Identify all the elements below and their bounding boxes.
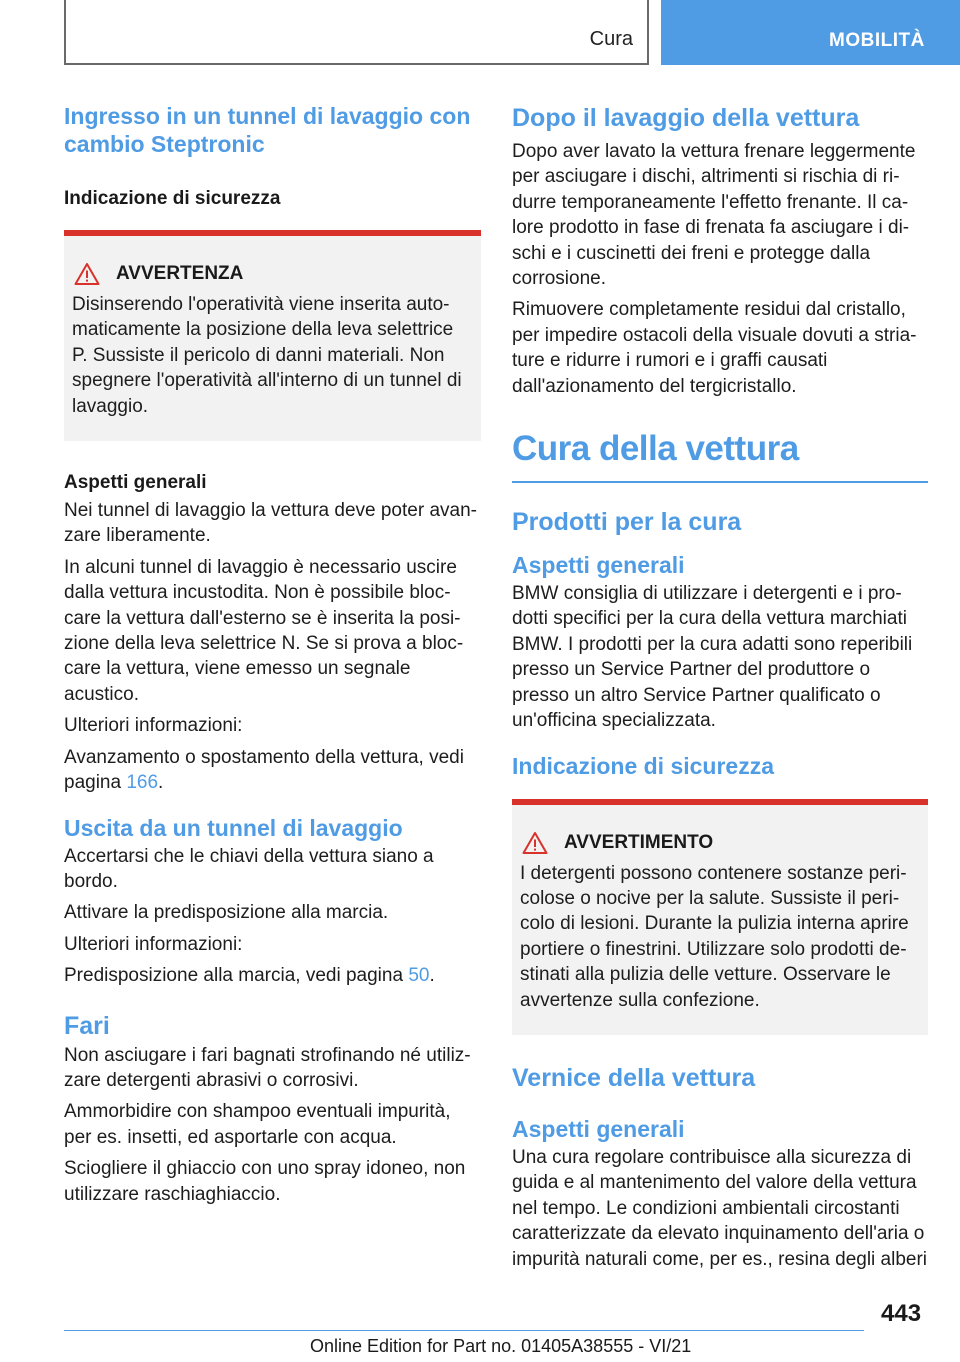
paragraph: Non asciugare i fari bagnati strofinando né utilizzare detergenti abrasivi o corrosivi. [64,1044,471,1091]
warning-title-row [520,831,920,855]
heading-care-products: Prodotti per la cura [512,508,742,537]
paragraph: Attivare la predisposizione alla marcia. [64,902,389,924]
paragraph: Ulteriori informazioni: [64,933,243,955]
page-link-50[interactable]: 50 [408,965,430,987]
paragraph: Una cura regolare contribuisce alla sicurezza di guida e al mantenimento del valore della vettura nel tempo. Le condizioni ambientali circostanti caratterizzate da elevato inquinamento dell'aria o impurità naturali come, per es., resina degli alberi [512,1146,928,1270]
warning-box-avvertimento [512,799,928,1035]
warning-triangle-icon [522,831,548,855]
heading-tunnel-exit: Uscita da un tunnel di lavaggio [64,814,403,841]
paragraph: Nei tunnel di lavaggio la vettura deve poter avanzare liberamente. [64,500,477,547]
right-column [512,100,928,1278]
section-rule [512,481,928,483]
header-section-box [64,0,649,65]
heading-general-aspects: Aspetti generali [64,472,207,494]
warning-title-row [72,262,473,286]
heading-paint: Vernice della vettura [512,1063,756,1092]
paragraph: In alcuni tunnel di lavaggio è necessario uscire dalla vettura incustodita. Non è possibile bloccare la vettura dall'esterno se è inserita la posizione della leva selettrice N. Se si prova a bloccare la vettura, viene emesso un segnale acustico. [64,556,464,705]
paragraph: Ulteriori informazioni: [64,715,243,737]
warning-box-avvertenza [64,230,481,441]
page-number: 443 [881,1300,922,1327]
heading-general-aspects-2: Aspetti generali [512,1115,685,1142]
heading-vehicle-care: Cura della vettura [512,429,799,469]
heading-general-aspects-1: Aspetti generali [512,552,685,579]
warning-title: AVVERTIMENTO [564,831,714,853]
heading-tunnel-entry: Ingresso in un tunnel di lavaggio con cambio Steptronic [64,103,471,157]
header-section-title: Cura [589,28,633,50]
heading-after-wash: Dopo il lavaggio della vettura [512,104,860,132]
paragraph-end: . [158,772,164,794]
paragraph-text: Predisposizione alla marcia, vedi pagina [64,965,409,987]
paragraph-text: Avanzamento o spostamento della vettura, vedi pagina [64,746,464,794]
paragraph: Ammorbidire con shampoo eventuali impurità, per es. insetti, ed asportarle con acqua. [64,1101,451,1148]
paragraph-with-link [64,745,481,796]
paragraph-end: . [429,965,435,987]
paragraph: Sciogliere il ghiaccio con uno spray idoneo, non utilizzare raschiaghiaccio. [64,1158,466,1205]
warning-text: Disinserendo l'operatività viene inserita automaticamente la posizione della leva selettrice P. Sussiste il pericolo di danni materiali. Non spegnere l'operatività all'interno di un tunnel di lavaggio. [72,294,462,417]
footer-edition: Online Edition for Part no. 01405A38555 - VI/21 [310,1336,692,1356]
warning-title: AVVERTENZA [116,263,244,284]
paragraph: BMW consiglia di utilizzare i detergenti e i prodotti specifici per la cura della vettura marchiati BMW. I prodotti per la cura adatti sono reperibili presso un Service Partner del produttore o presso un altro Service Partner qualificato o un'officina specializzata. [512,583,913,732]
heading-safety-note: Indicazione di sicurezza [64,188,281,209]
warning-text: I detergenti possono contenere sostanze pericolose o nocive per la salute. Sussiste il pericolo di lesioni. Durante la pulizia interna aprire portiere o finestrini. Utilizzare solo prodotti destinati alla pulizia delle vetture. Osservare le avvertenze sulla confezione. [520,862,909,1011]
paragraph: Accertarsi che le chiavi della vettura siano a bordo. [64,845,434,892]
header-chapter-title: MOBILITÀ [829,30,925,51]
paragraph: Dopo aver lavato la vettura frenare leggermente per asciugare i dischi, altrimenti si rischia di ridurre temporaneamente l'effetto frenante. Il calore prodotto in fase di frenata fa asciugare i dischi e i cuscinetti dei freni e protegge dalla corrosione. [512,141,916,290]
footer-rule [64,1330,864,1331]
header-chapter-tab[interactable] [661,0,960,65]
heading-headlights: Fari [64,1011,110,1040]
paragraph-with-link [64,963,481,988]
warning-triangle-icon [74,262,100,286]
heading-safety-note-right: Indicazione di sicurezza [512,752,775,779]
page-link-166[interactable]: 166 [126,772,159,794]
left-column [64,100,481,1213]
paragraph: Rimuovere completamente residui dal cristallo, per impedire ostacoli della visuale dovuti a striature e ridurre i rumori e i graffi causati dall'azionamento del tergicristallo. [512,299,917,397]
